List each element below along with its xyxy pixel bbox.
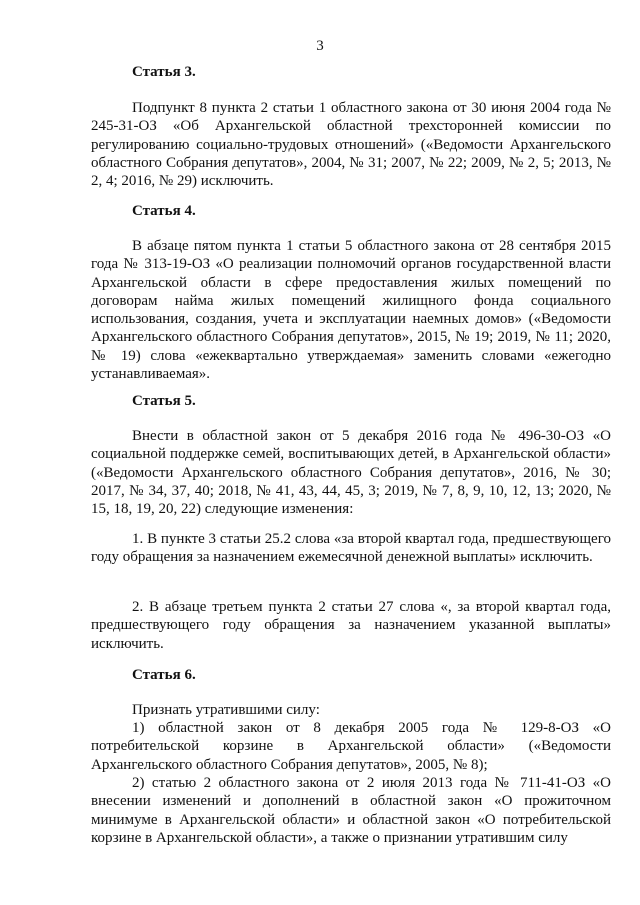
article-6-intro-paragraph: Признать утратившими силу: — [132, 702, 320, 718]
article-3-paragraph: Подпункт 8 пункта 2 статьи 1 областного закона от 30 июня 2004 года № 245-31-ОЗ «Об Архангельской областной трехсторонней комиссии по регулированию социально-трудовых отношений» («Ведомости Архангельского областного Собрания депутатов», 2004, № 31; 2007, № 22; 2009, № 2, 5; 2013, № 2, 4; 2016, № 29) исключить. — [91, 100, 611, 190]
article-6-item-2: 2) статью 2 областного закона от 2 июля 2013 года № 711-41-ОЗ «О внесении изменений и дополнений в областной закон «О прожиточном минимуме в Архангельской области» и областной закон «О потребительской корзине в Архангельской области», а также о признании утратившим силу — [91, 775, 611, 846]
article-4-paragraph: В абзаце пятом пункта 1 статьи 5 областного закона от 28 сентября 2015 года № 313-19-ОЗ «О реализации полномочий органов государственной власти Архангельской области в сфере предоставления жилых помещений по договорам найма жилых помещений жилищного фонда социального использования, создания, учета и эксплуатации наемных домов» («Ведомости Архангельского областного Собрания депутатов», 2015, № 19; 2019, № 11; 2020, № 19) слова «ежеквартально утверждаемая» заменить словами «ежегодно устанавливаемая». — [91, 238, 611, 383]
article-5-intro-paragraph: Внести в областной закон от 5 декабря 2016 года № 496-30-ОЗ «О социальной поддержке семей, воспитывающих детей, в Архангельской области» («Ведомости Архангельского областного Собрания депутатов», 2016, № 30; 2017, № 34, 37, 40; 2018, № 41, 43, 44, 45, 3; 2019, № 7, 8, 9, 10, 12, 13; 2020, № 15, 18, 19, 20, 22) следующие изменения: — [91, 428, 611, 518]
page-number: 3 — [316, 38, 324, 54]
article-6-heading: Статья 6. — [132, 667, 196, 683]
article-5-item-1: 1. В пункте 3 статьи 25.2 слова «за второй квартал года, предшествующего году обращения за назначением ежемесячной денежной выплаты» исключить. — [91, 531, 611, 566]
article-3-heading: Статья 3. — [132, 64, 196, 80]
article-4-heading: Статья 4. — [132, 203, 196, 219]
article-5-item-2: 2. В абзаце третьем пункта 2 статьи 27 слова «, за второй квартал года, предшествующего году обращения за назначением указанной выплаты» исключить. — [91, 599, 611, 652]
article-5-heading: Статья 5. — [132, 393, 196, 409]
article-6-item-1: 1) областной закон от 8 декабря 2005 года № 129-8-ОЗ «О потребительской корзине в Архангельской области» («Ведомости Архангельского областного Собрания депутатов», 2005, № 8); — [91, 720, 611, 773]
